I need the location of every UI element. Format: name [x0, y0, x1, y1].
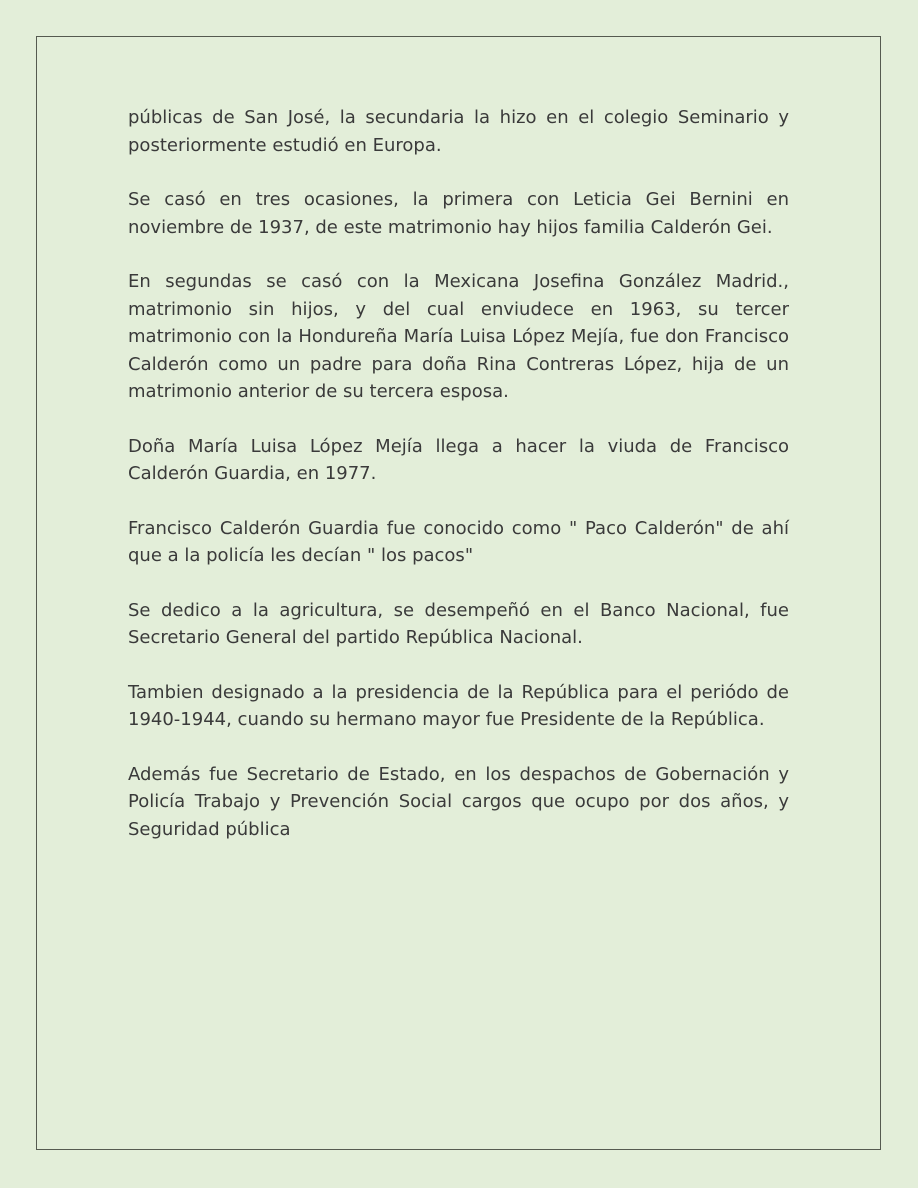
paragraph-widow: Doña María Luisa López Mejía llega a hacer la viuda de Francisco Calderón Guardia, en 1977. [128, 435, 789, 484]
document-body [128, 104, 789, 843]
paragraph-secretary-of-state: Además fue Secretario de Estado, en los despachos de Gobernación y Policía Trabajo y Prevención Social cargos que ocupo por dos años, y Seguridad pública [128, 763, 789, 840]
paragraph-education: públicas de San José, la secundaria la hizo en el colegio Seminario y posteriormente estudió en Europa. [128, 107, 789, 156]
paragraph-first-marriage: Se casó en tres ocasiones, la primera con Leticia Gei Bernini en noviembre de 1937, de este matrimonio hay hijos familia Calderón Gei. [128, 189, 789, 238]
paragraph-second-third-marriage: En segundas se casó con la Mexicana Josefina González Madrid., matrimonio sin hijos, y del cual enviudece en 1963, su tercer matrimonio con la Hondureña María Luisa López Mejía, fue don Francisco Calderón como un padre para doña Rina Contreras López, hija de un matrimonio anterior de su tercera esposa. [128, 271, 789, 402]
paragraph-vice-presidency: Tambien designado a la presidencia de la República para el periódo de 1940-1944, cuando su hermano mayor fue Presidente de la República. [128, 681, 789, 730]
paragraph-career: Se dedico a la agricultura, se desempeñó en el Banco Nacional, fue Secretario General del partido República Nacional. [128, 599, 789, 648]
paragraph-nickname: Francisco Calderón Guardia fue conocido como " Paco Calderón" de ahí que a la policía les decían " los pacos" [128, 517, 789, 566]
